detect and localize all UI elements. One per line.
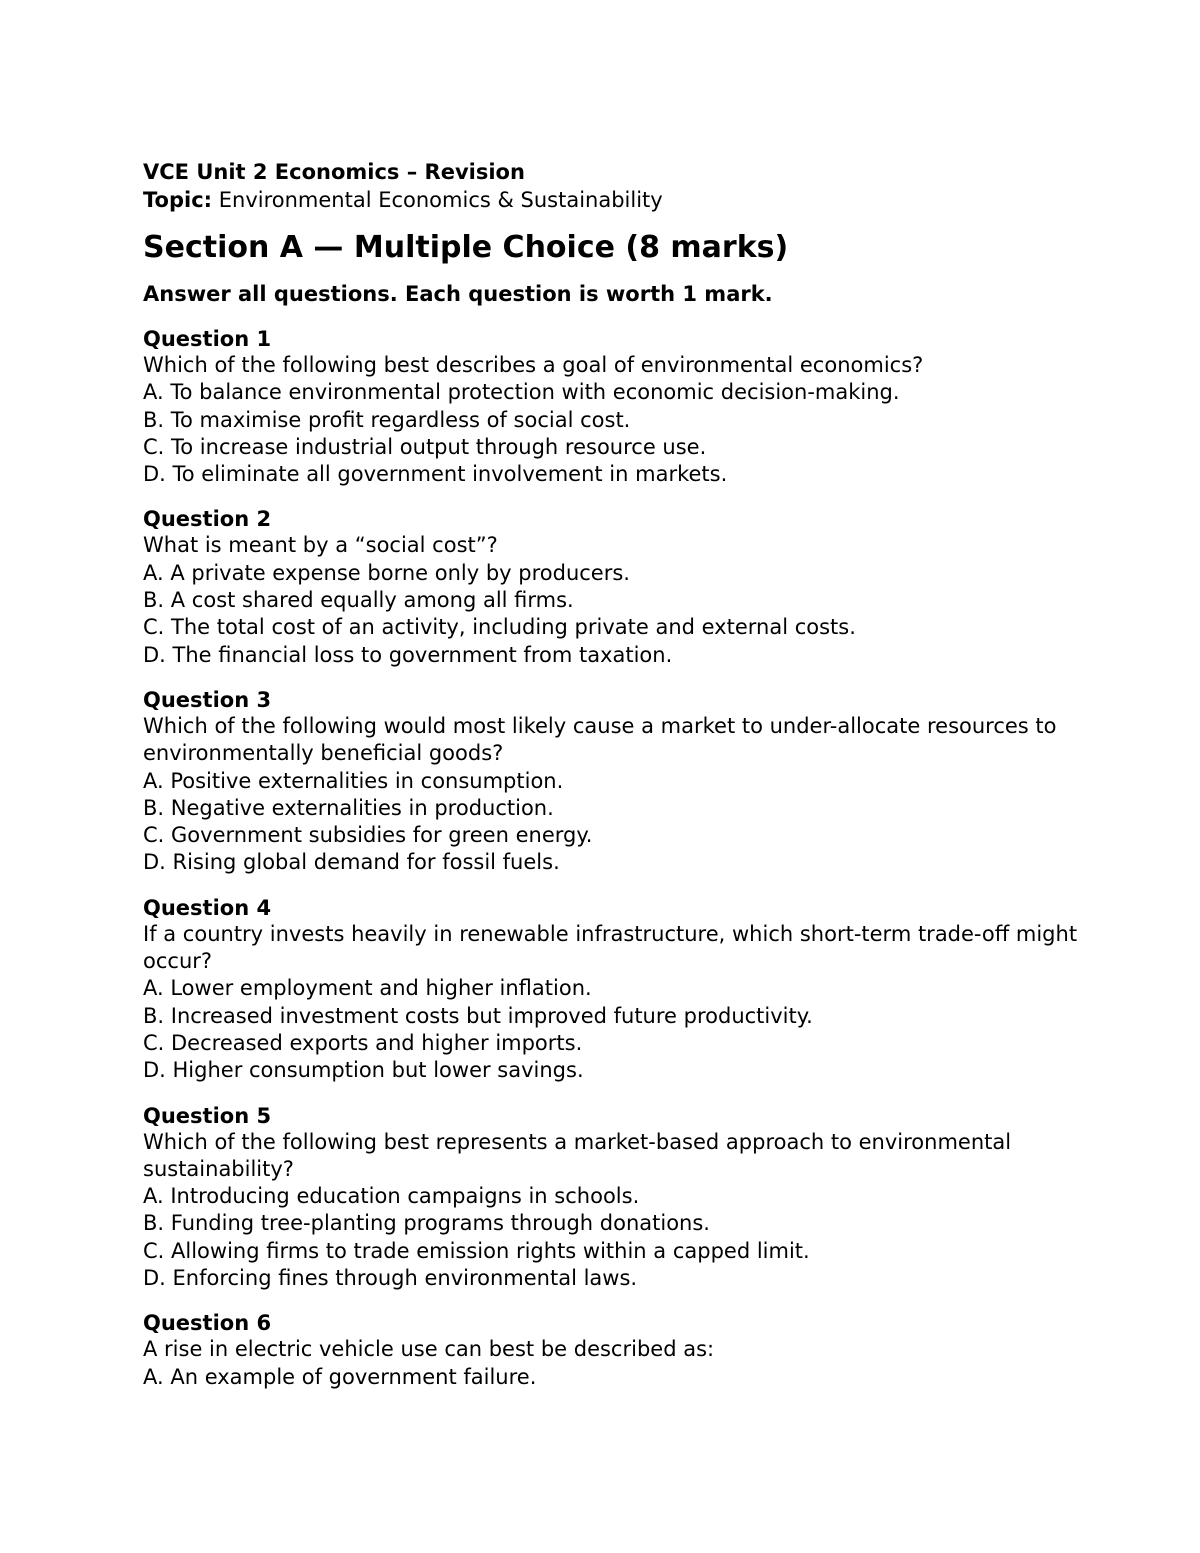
answer-option-c: C. Government subsidies for green energy.: [143, 823, 593, 848]
question-5: [143, 1103, 1083, 1293]
question-title: Question 6: [143, 1311, 272, 1336]
section-instructions: Answer all questions. Each question is worth 1 mark.: [143, 282, 773, 306]
question-2: [143, 506, 1083, 668]
answer-option-a: A. An example of government failure.: [143, 1364, 537, 1389]
question-stem: What is meant by a “social cost”?: [143, 533, 498, 558]
answer-option-d: D. The financial loss to government from taxation.: [143, 642, 673, 667]
document-page: [143, 158, 1083, 1391]
question-title: Question 2: [143, 507, 272, 532]
question-stem: If a country invests heavily in renewable infrastructure, which short-term trade-off might occur?: [143, 921, 1078, 974]
question-title: Question 5: [143, 1103, 272, 1128]
answer-option-d: D. Enforcing fines through environmental laws.: [143, 1266, 638, 1291]
question-stem: Which of the following best describes a goal of environmental economics?: [143, 353, 924, 377]
answer-option-d: D. To eliminate all government involvement in markets.: [143, 462, 728, 487]
question-6: [143, 1310, 1083, 1391]
answer-option-b: B. Increased investment costs but improved future productivity.: [143, 1003, 813, 1028]
answer-option-a: A. Positive externalities in consumption.: [143, 768, 564, 793]
question-stem: Which of the following best represents a market-based approach to environmental sustainability?: [143, 1129, 1012, 1181]
answer-option-a: A. Lower employment and higher inflation.: [143, 976, 592, 1001]
topic-value: Environmental Economics & Sustainability: [218, 188, 663, 212]
answer-option-c: C. Allowing firms to trade emission rights within a capped limit.: [143, 1238, 810, 1263]
answer-option-b: B. To maximise profit regardless of social cost.: [143, 407, 631, 432]
section-heading: Section A — Multiple Choice (8 marks): [143, 230, 789, 265]
answer-option-b: B. Negative externalities in production.: [143, 795, 554, 820]
answer-option-c: C. Decreased exports and higher imports.: [143, 1030, 583, 1055]
answer-option-a: A. Introducing education campaigns in schools.: [143, 1184, 640, 1209]
topic-line: [143, 186, 1083, 214]
answer-option-b: B. Funding tree-planting programs through donations.: [143, 1211, 710, 1236]
question-stem: A rise in electric vehicle use can best be described as:: [143, 1337, 715, 1362]
question-title: Question 1: [143, 327, 272, 351]
question-title: Question 4: [143, 895, 272, 920]
answer-option-d: D. Higher consumption but lower savings.: [143, 1058, 584, 1083]
answer-option-d: D. Rising global demand for fossil fuels.: [143, 850, 560, 875]
question-3: [143, 687, 1083, 877]
answer-option-c: C. To increase industrial output through resource use.: [143, 434, 707, 459]
question-title: Question 3: [143, 687, 272, 712]
answer-option-a: A. A private expense borne only by producers.: [143, 560, 630, 585]
question-4: [143, 895, 1083, 1085]
topic-label: Topic:: [143, 188, 213, 212]
answer-option-c: C. The total cost of an activity, including private and external costs.: [143, 615, 856, 640]
answer-option-a: A. To balance environmental protection with economic decision-making.: [143, 380, 900, 405]
question-stem: Which of the following would most likely cause a market to under-allocate resources to environmentally beneficial goods?: [143, 713, 1057, 766]
question-1: [143, 326, 1083, 488]
document-title: VCE Unit 2 Economics – Revision: [143, 160, 525, 184]
answer-option-b: B. A cost shared equally among all firms.: [143, 588, 574, 613]
